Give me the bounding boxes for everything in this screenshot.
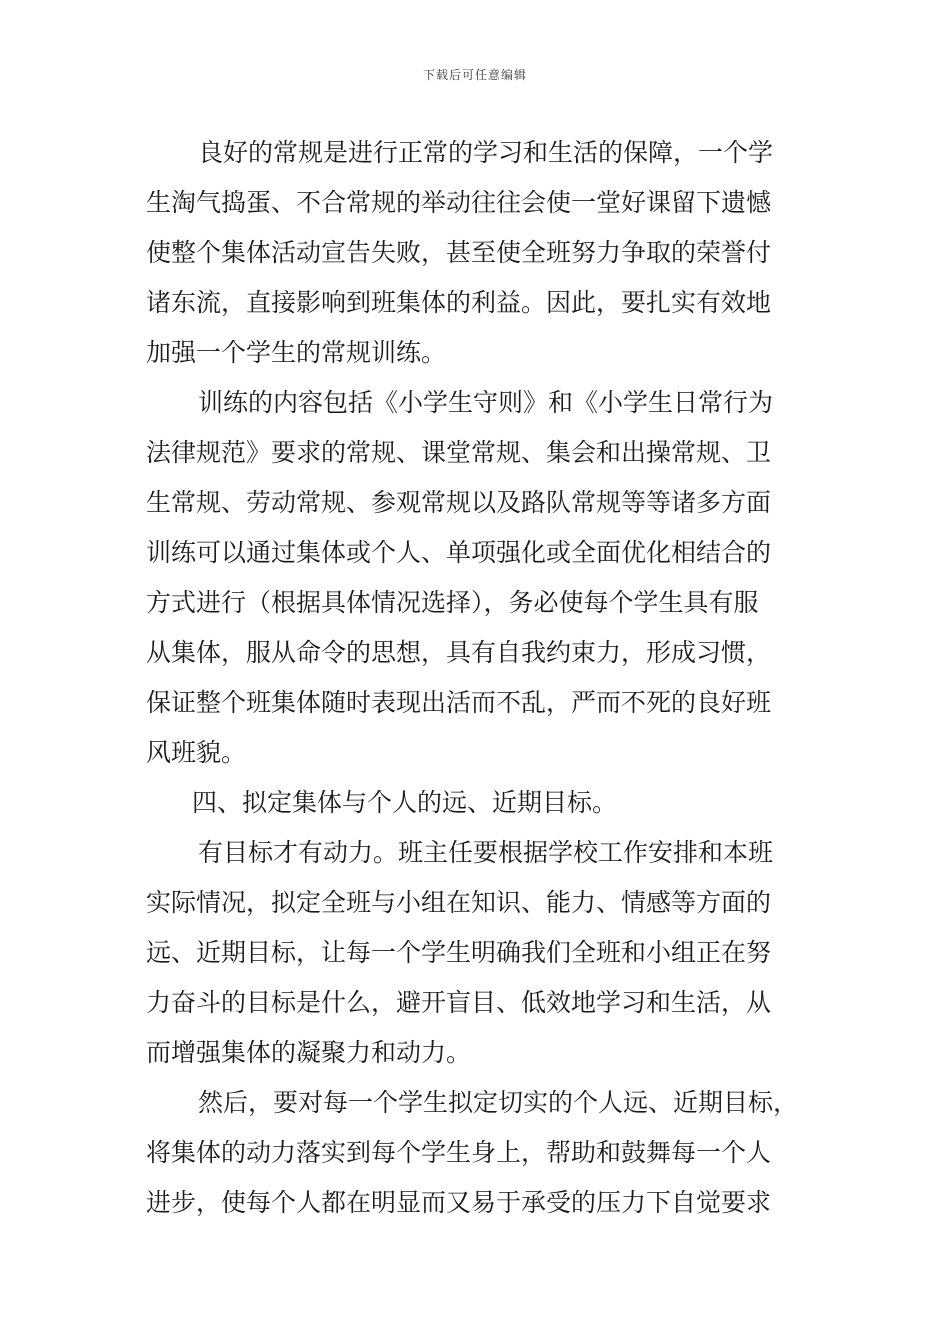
text-line: 然后，要对每一个学生拟定切实的个人远、近期目标，: [198, 1088, 799, 1117]
text-line: 进步，使每个人都在明显而又易于承受的压力下自觉要求: [146, 1188, 772, 1217]
text-line: 从集体，服从命令的思想，具有自我约束力，形成习惯，: [146, 638, 772, 667]
text-line: 将集体的动力落实到每个学生身上，帮助和鼓舞每一个人: [146, 1138, 772, 1167]
text-line: 生常规、劳动常规、参观常规以及路队常规等等诸多方面: [146, 488, 772, 517]
text-line: 保证整个班集体随时表现出活而不乱，严而不死的良好班: [146, 688, 772, 717]
text-line: 使整个集体活动宣告失败，甚至使全班努力争取的荣誉付: [146, 238, 772, 267]
text-line: 有目标才有动力。班主任要根据学校工作安排和本班: [198, 838, 774, 867]
text-line: 良好的常规是进行正常的学习和生活的保障，一个学: [198, 138, 774, 167]
text-line: 诸东流，直接影响到班集体的利益。因此，要扎实有效地: [146, 288, 772, 317]
paragraph-3: [146, 828, 811, 1078]
text-line: 法律规范》要求的常规、课堂常规、集会和出操常规、卫: [146, 438, 772, 467]
text-line: 方式进行（根据具体情况选择），务必使每个学生具有服: [146, 588, 759, 617]
heading-line: 四、拟定集体与个人的远、近期目标。: [192, 788, 618, 817]
paragraph-1: [146, 128, 811, 378]
text-line: 加强一个学生的常规训练。: [146, 338, 447, 367]
text-line: 远、近期目标，让每一个学生明确我们全班和小组正在努: [146, 938, 772, 967]
document-body: [146, 128, 811, 1228]
text-line: 训练的内容包括《小学生守则》和《小学生日常行为: [198, 388, 774, 417]
text-line: 风班貌。: [146, 738, 247, 767]
text-line: 生淘气捣蛋、不合常规的举动往往会使一堂好课留下遗憾: [146, 188, 772, 217]
section-heading: [146, 778, 811, 828]
text-line: 力奋斗的目标是什么，避开盲目、低效地学习和生活，从: [146, 988, 772, 1017]
page-header-note: 下载后可任意编辑: [422, 68, 527, 82]
text-line: 而增强集体的凝聚力和动力。: [146, 1038, 472, 1067]
text-line: 实际情况，拟定全班与小组在知识、能力、情感等方面的: [146, 888, 772, 917]
paragraph-2: [146, 378, 811, 778]
text-line: 训练可以通过集体或个人、单项强化或全面优化相结合的: [146, 538, 772, 567]
paragraph-4: [146, 1078, 811, 1228]
